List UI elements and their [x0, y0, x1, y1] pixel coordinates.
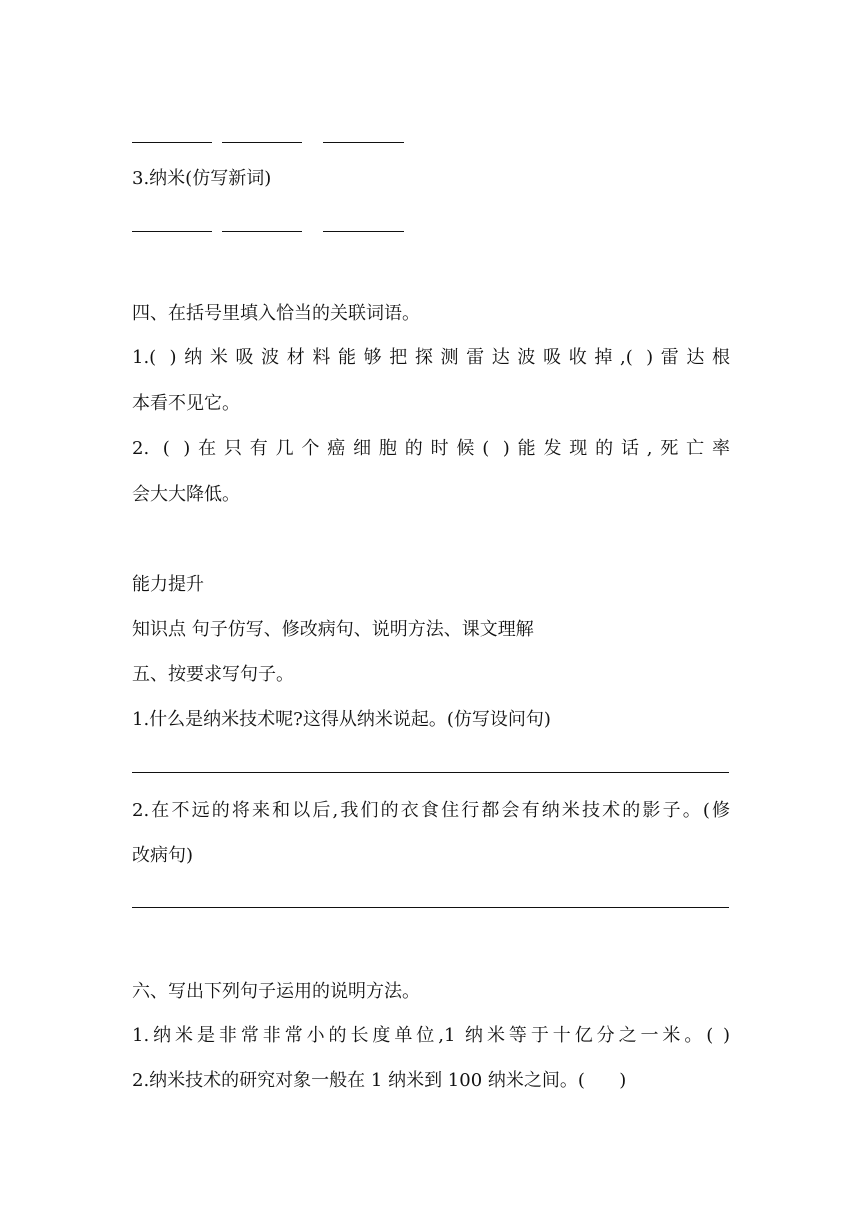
blank-line-2a[interactable]: [132, 231, 212, 232]
section-4-q2-line1: 2. ( )在只有几个癌细胞的时候( )能发现的话,死亡率: [132, 438, 730, 459]
section-6-q2: 2.纳米技术的研究对象一般在 1 纳米到 100 纳米之间。( ): [132, 1070, 627, 1091]
section-5-q2-line1: 2.在不远的将来和以后,我们的衣食住行都会有纳米技术的影子。(修: [132, 800, 730, 821]
blank-line-1a[interactable]: [132, 142, 212, 143]
section-4-q2-line2: 会大大降低。: [132, 484, 240, 505]
ability-title: 能力提升: [132, 574, 204, 595]
blank-line-2c[interactable]: [323, 231, 404, 232]
answer-line-1[interactable]: [132, 772, 729, 773]
blank-line-1b[interactable]: [222, 142, 302, 143]
question-3-label: 3.纳米(仿写新词): [132, 168, 272, 189]
section-4-heading: 四、在括号里填入恰当的关联词语。: [132, 303, 420, 324]
section-6-q1: 1.纳米是非常非常小的长度单位,1 纳米等于十亿分之一米。( ): [132, 1025, 730, 1046]
knowledge-points: 知识点 句子仿写、修改病句、说明方法、课文理解: [132, 619, 534, 640]
section-4-q1-line1: 1.( )纳米吸波材料能够把探测雷达波吸收掉,( )雷达根: [132, 347, 730, 368]
blank-line-1c[interactable]: [323, 142, 404, 143]
section-5-q2-line2: 改病句): [132, 845, 194, 866]
section-5-heading: 五、按要求写句子。: [132, 664, 294, 685]
section-6-heading: 六、写出下列句子运用的说明方法。: [132, 981, 420, 1002]
blank-line-2b[interactable]: [222, 231, 302, 232]
section-4-q1-line2: 本看不见它。: [132, 393, 240, 414]
section-5-q1: 1.什么是纳米技术呢?这得从纳米说起。(仿写设问句): [132, 709, 551, 730]
answer-line-2[interactable]: [132, 907, 729, 908]
